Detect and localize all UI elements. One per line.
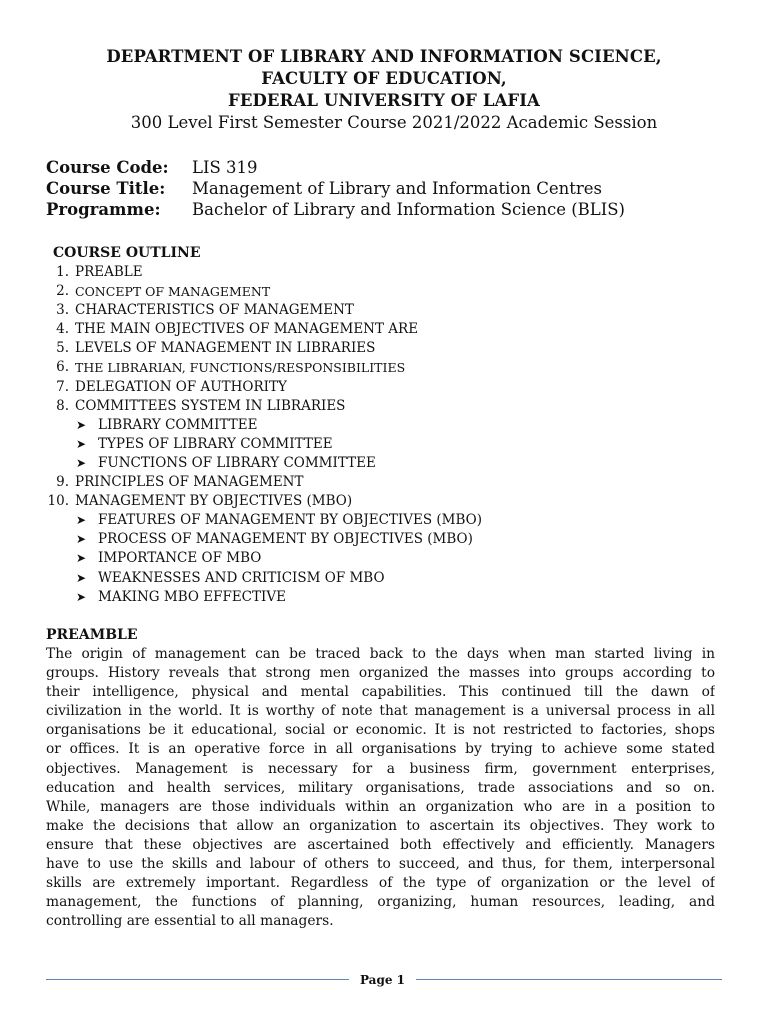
item-number: 3.	[56, 302, 69, 319]
footer-rule-left	[46, 979, 349, 980]
university-heading: FEDERAL UNIVERSITY OF LAFIA	[228, 91, 540, 110]
footer-rule-right	[416, 979, 722, 980]
arrow-bullet-icon: ➤	[76, 551, 87, 566]
outline-item	[53, 397, 743, 416]
arrow-bullet-icon: ➤	[76, 589, 87, 604]
preamble-line: education and health services, military organisations, trade associations and so on.	[46, 779, 715, 796]
item-number: 1.	[56, 264, 69, 280]
course-outline	[47, 244, 743, 607]
preamble-section	[46, 626, 715, 931]
item-number: 9.	[56, 474, 69, 491]
outline-subitem	[53, 511, 743, 530]
outline-item	[53, 282, 743, 301]
subitem-text: IMPORTANCE OF MBO	[98, 550, 262, 567]
page-number: Page 1	[359, 973, 406, 987]
preamble-line: controlling are essential to all managers.	[46, 913, 334, 930]
outline-item	[53, 320, 743, 339]
outline-item	[53, 473, 743, 492]
item-text: THE MAIN OBJECTIVES OF MANAGEMENT ARE	[75, 321, 419, 338]
preamble-line: The origin of management can be traced back to the days when man started living in	[46, 646, 715, 662]
subitem-text: TYPES OF LIBRARY COMMITTEE	[98, 435, 333, 452]
item-number: 10.	[47, 493, 69, 510]
session-line: 300 Level First Semester Course 2021/2022 Academic Session	[130, 113, 658, 132]
preamble-line: While, managers are those individuals within an organization who are in a position to	[46, 798, 715, 815]
item-number: 6.	[56, 359, 69, 376]
outline-subitem	[53, 530, 743, 549]
arrow-bullet-icon: ➤	[76, 513, 87, 528]
item-text: COMMITTEES SYSTEM IN LIBRARIES	[75, 397, 346, 414]
faculty-heading: FACULTY OF EDUCATION,	[261, 69, 507, 88]
preamble-line: objectives. Management is necessary for a business firm, government enterprises,	[46, 760, 715, 777]
preamble-line: groups. History reveals that strong men organized the masses into groups according to	[46, 665, 715, 682]
outline-subitem	[53, 454, 743, 473]
document-header	[0, 46, 768, 134]
outline-subitem	[53, 569, 743, 588]
preamble-line: skills are extremely important. Regardless of the type of organization or the level of	[46, 875, 715, 892]
outline-subitem	[53, 588, 743, 607]
outline-item	[53, 339, 743, 358]
programme-row	[46, 199, 746, 220]
item-number: 2.	[56, 283, 69, 300]
item-text: MANAGEMENT BY OBJECTIVES (MBO)	[75, 493, 353, 510]
item-text: CHARACTERISTICS OF MANAGEMENT	[75, 302, 354, 319]
subitem-text: WEAKNESSES AND CRITICISM OF MBO	[98, 569, 385, 586]
item-text: PREABLE	[75, 264, 143, 280]
department-heading: DEPARTMENT OF LIBRARY AND INFORMATION SCIENCE,	[106, 47, 662, 66]
subitem-text: LIBRARY COMMITTEE	[98, 416, 258, 433]
item-text: PRINCIPLES OF MANAGEMENT	[75, 474, 304, 491]
item-text: DELEGATION OF AUTHORITY	[75, 378, 287, 395]
course-title-value: Management of Library and Information Centres	[192, 179, 603, 198]
arrow-bullet-icon: ➤	[76, 417, 87, 432]
preamble-line: ensure that these objectives are ascertained both effectively and efficiently. Managers	[46, 836, 715, 853]
arrow-bullet-icon: ➤	[76, 570, 87, 585]
outline-subitem	[53, 416, 743, 435]
course-title-row	[46, 178, 746, 199]
course-code-value: LIS 319	[192, 158, 258, 177]
outline-title: COURSE OUTLINE	[53, 245, 201, 261]
preamble-line: civilization in the world. It is worthy of note that management is a universal process in all	[46, 703, 715, 720]
item-text: CONCEPT OF MANAGEMENT	[75, 284, 271, 300]
programme-label: Programme:	[46, 200, 161, 219]
item-text: LEVELS OF MANAGEMENT IN LIBRARIES	[75, 340, 376, 357]
item-text: THE LIBRARIAN, FUNCTIONS/RESPONSIBILITIES	[75, 360, 406, 376]
course-title-label: Course Title:	[46, 179, 166, 198]
subitem-text: FEATURES OF MANAGEMENT BY OBJECTIVES (MBO)	[98, 512, 483, 529]
preamble-line: have to use the skills and labour of others to succeed, and thus, for them, interpersonal	[46, 856, 715, 873]
preamble-line: or offices. It is an operative force in all organisations by trying to achieve some stated	[46, 741, 715, 758]
outline-subitem	[53, 435, 743, 454]
subitem-text: MAKING MBO EFFECTIVE	[98, 588, 286, 605]
subitem-text: PROCESS OF MANAGEMENT BY OBJECTIVES (MBO)	[98, 531, 473, 548]
item-number: 7.	[56, 378, 69, 395]
course-info	[46, 157, 746, 220]
outline-item	[47, 492, 743, 511]
outline-item	[53, 378, 743, 397]
preamble-line: their intelligence, physical and mental capabilities. This continued till the dawn of	[46, 684, 715, 701]
course-code-row	[46, 157, 746, 178]
arrow-bullet-icon: ➤	[76, 532, 87, 547]
preamble-line: management, the functions of planning, organizing, human resources, leading, and	[46, 894, 715, 911]
preamble-title: PREAMBLE	[46, 627, 138, 643]
outline-item	[53, 358, 743, 377]
programme-value: Bachelor of Library and Information Science (BLIS)	[192, 200, 625, 219]
item-number: 4.	[56, 321, 69, 338]
page-footer	[46, 970, 722, 990]
outline-item	[53, 263, 743, 282]
item-number: 5.	[56, 340, 69, 357]
outline-item	[53, 301, 743, 320]
subitem-text: FUNCTIONS OF LIBRARY COMMITTEE	[98, 454, 376, 471]
arrow-bullet-icon: ➤	[76, 455, 87, 470]
preamble-line: organisations be it educational, social or economic. It is not restricted to factories, shops	[46, 722, 715, 739]
course-code-label: Course Code:	[46, 158, 169, 177]
preamble-line: make the decisions that allow an organization to ascertain its objectives. They work to	[46, 817, 715, 834]
arrow-bullet-icon: ➤	[76, 436, 87, 451]
outline-subitem	[53, 549, 743, 568]
item-number: 8.	[56, 397, 69, 414]
